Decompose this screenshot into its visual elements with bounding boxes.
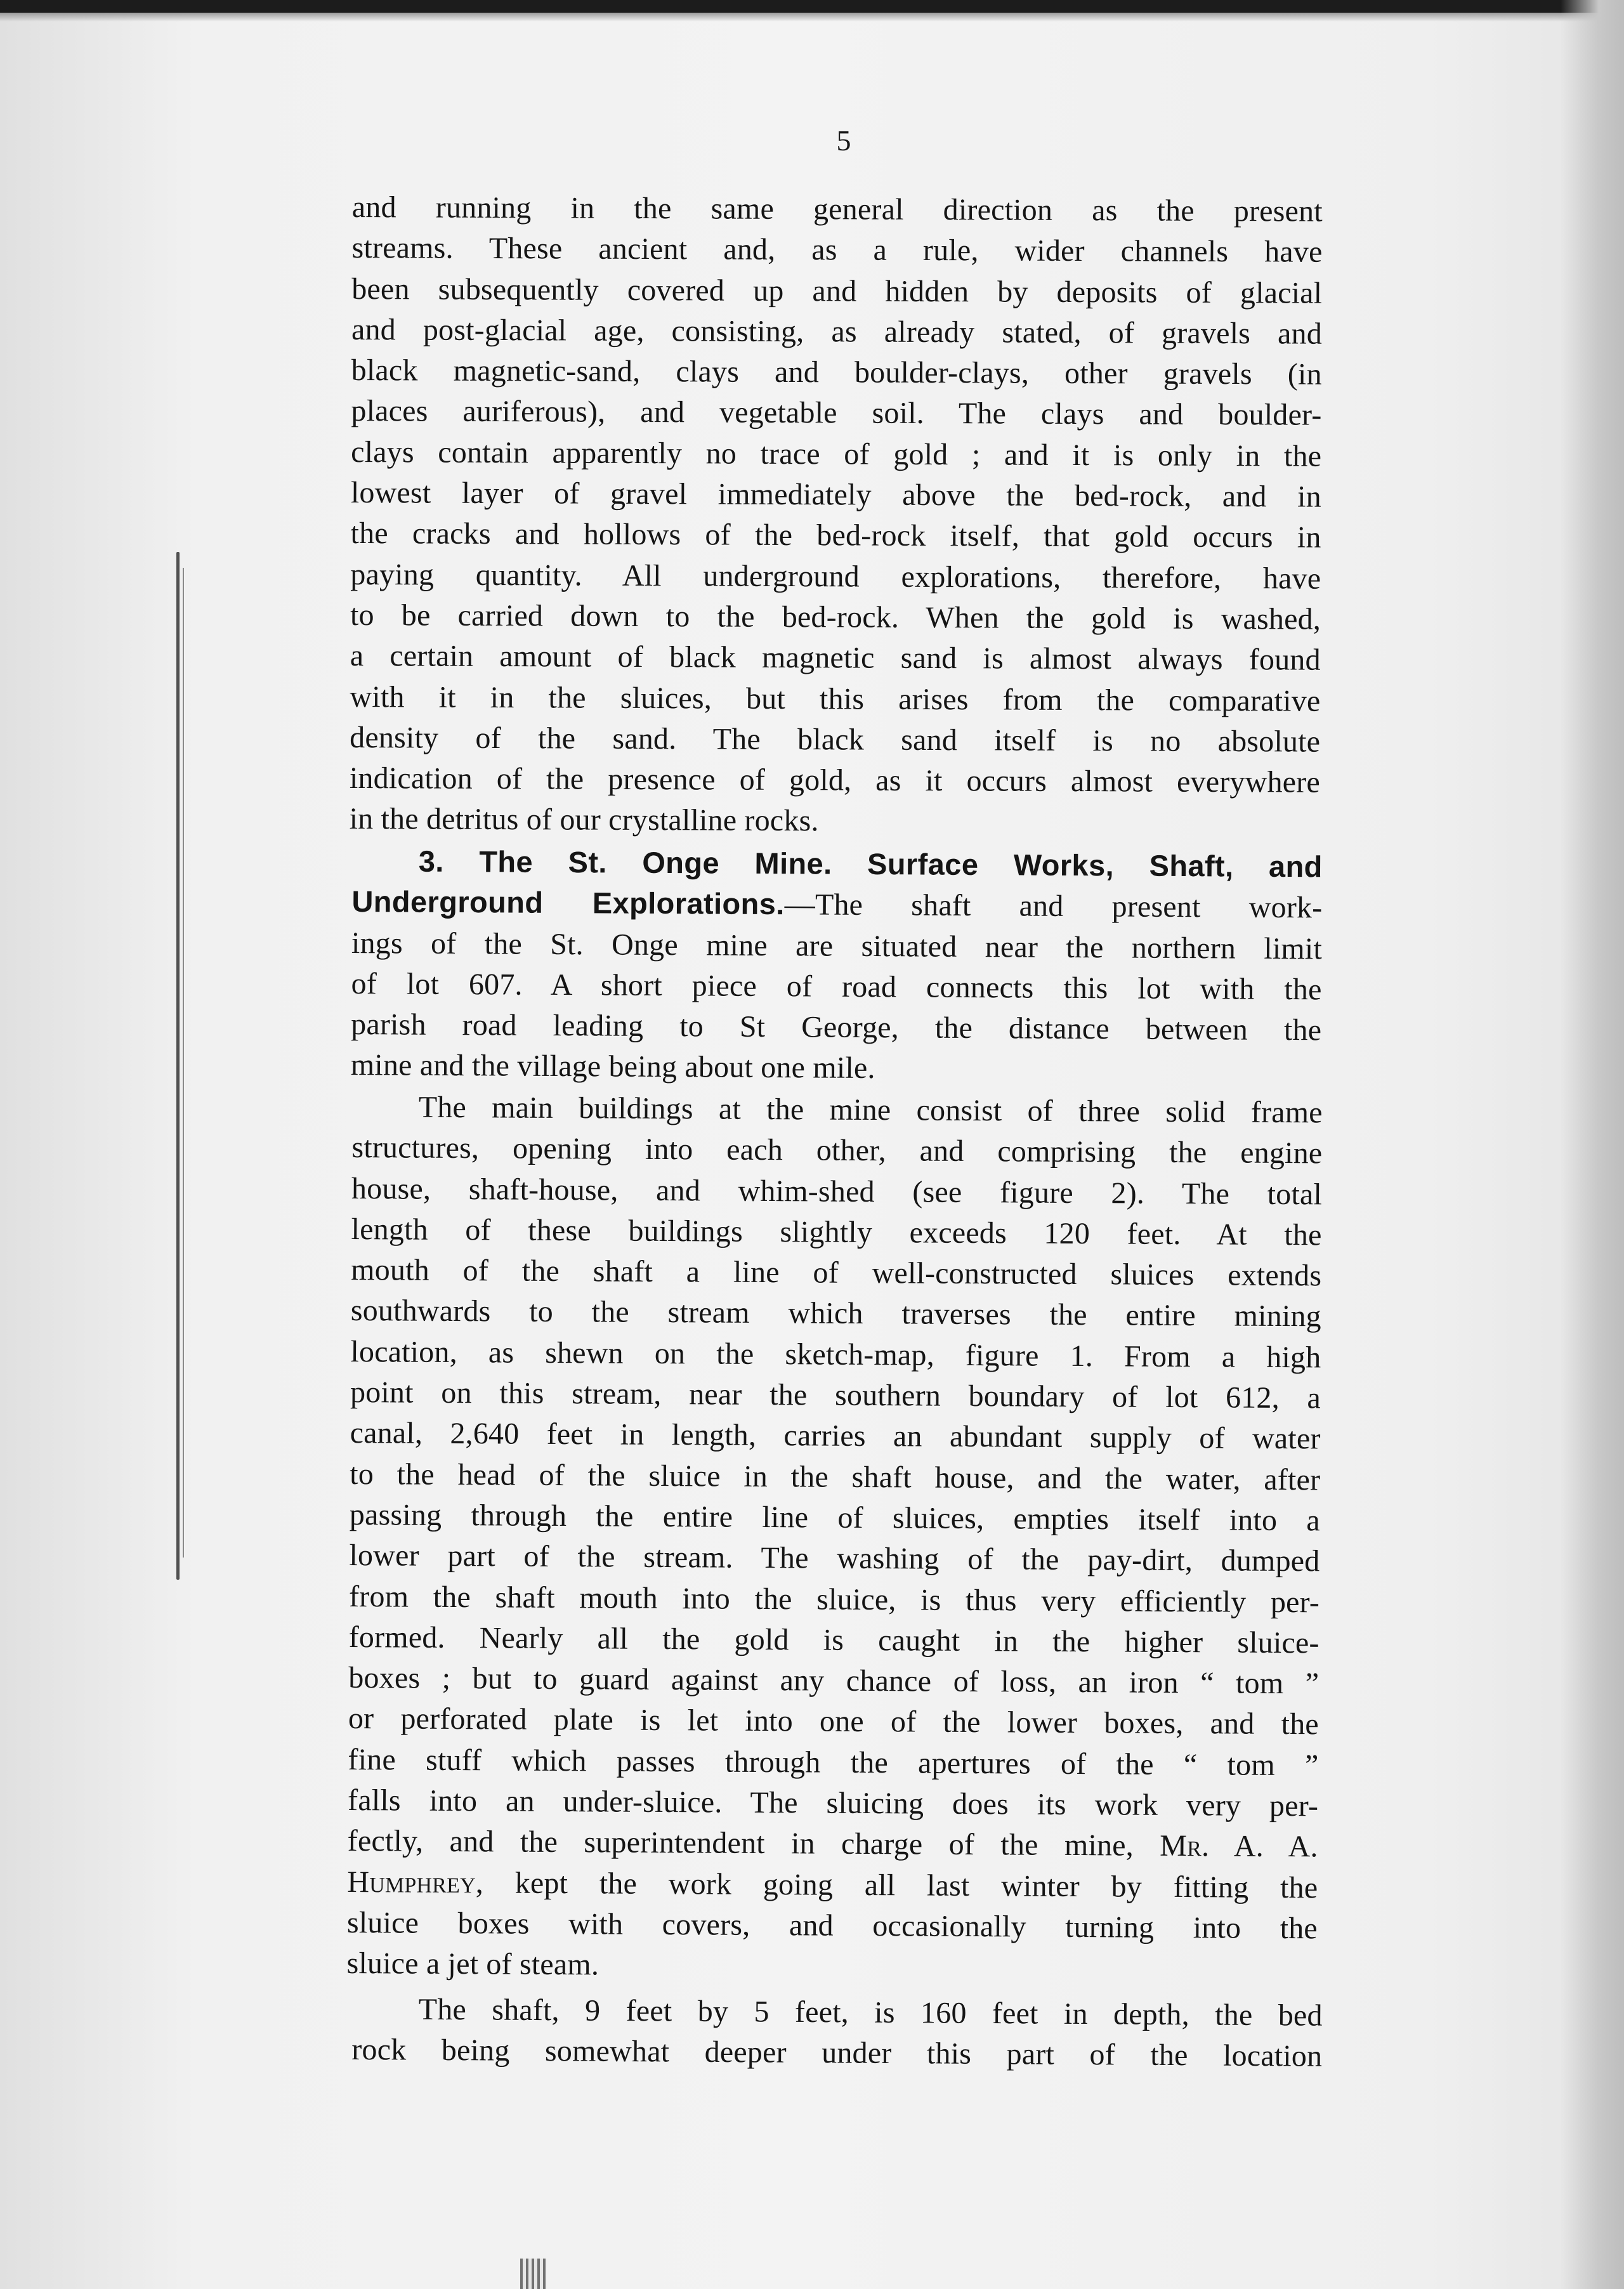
paragraph-shaft (351, 1989, 1323, 2077)
text-line: sluice a jet of steam. (346, 1946, 599, 1982)
text-line: from the shaft mouth into the sluice, is thus very efficiently per- (348, 1579, 1320, 1619)
text-line: places auriferous), and vegetable soil. The clays and boulder- (351, 394, 1322, 433)
text-line: fine stuff which passes through the apertures of the “ tom ” (348, 1742, 1319, 1783)
text-line: the cracks and hollows of the bed-rock itself, that gold occurs in (350, 516, 1321, 555)
text-line: of lot 607. A short piece of road connects this lot with the (351, 966, 1322, 1007)
text-line: length of these buildings slightly exceeds 120 feet. At the (351, 1212, 1322, 1252)
page-number: 5 (836, 124, 851, 157)
text-line: mouth of the shaft a line of well-constructed sluices extends (351, 1253, 1322, 1293)
text-line: with it in the sluices, but this arises from the comparative (350, 679, 1321, 718)
text-line: falls into an under-sluice. The sluicing does its work very per- (347, 1783, 1319, 1823)
text-line: The shaft, 9 feet by 5 feet, is 160 feet in depth, the bed (418, 1992, 1323, 2033)
text-span: , kept the work going all last winter by fitting the (475, 1865, 1318, 1905)
text-line: southwards to the stream which traverses the entire mining (350, 1294, 1321, 1334)
text-line: point on this stream, near the southern boundary of lot 612, a (350, 1375, 1321, 1415)
text-line: canal, 2,640 feet in length, carries an abundant supply of water (350, 1416, 1321, 1456)
text-line (351, 881, 1322, 929)
text-line: a certain amount of black magnetic sand is almost always found (350, 639, 1321, 677)
text-line (347, 1862, 1318, 1909)
text-line: parish road leading to St George, the distance between the (351, 1007, 1322, 1047)
text-line (348, 1821, 1318, 1868)
text-line: indication of the presence of gold, as it occurs almost everywhere (349, 761, 1321, 799)
text-line: to the head of the sluice in the shaft house, and the water, after (350, 1457, 1321, 1497)
person-name: Humphrey (347, 1865, 476, 1899)
text-line: The main buildings at the mine consist of three solid frame (418, 1090, 1323, 1130)
section-heading: 3. The St. Onge Mine. Surface Works, Shaft, and (418, 844, 1323, 884)
text-line: to be carried down to the bed-rock. When the gold is washed, (350, 598, 1321, 636)
text-span: fectly, and the superintendent in charge of the mine, (347, 1824, 1160, 1863)
text-line: structures, opening into each other, and comprising the engine (351, 1131, 1323, 1171)
text-line: and post-glacial age, consisting, as already stated, of gravels and (351, 312, 1323, 351)
text-line: passing through the entire line of sluices, empties itself into a (349, 1497, 1321, 1538)
text-line: lowest layer of gravel immediately above the bed-rock, and in (350, 476, 1321, 514)
text-line: house, shaft-house, and whim-shed (see figure 2). The total (351, 1171, 1323, 1211)
text-line: ings of the St. Onge mine are situated near the northern limit (351, 926, 1323, 966)
text-line: rock being somewhat deeper under this part of the location (351, 2033, 1323, 2073)
text-span: —The shaft and present work- (784, 888, 1323, 925)
text-line: sluice boxes with covers, and occasionally turning into the (346, 1905, 1318, 1946)
text-line: or perforated plate is let into one of the lower boxes, and the (348, 1702, 1320, 1741)
text-line: location, as shewn on the sketch-map, figure 1. From a high (350, 1334, 1321, 1375)
text-line: and running in the same general direction as the present (351, 190, 1323, 228)
text-line: in the detritus of our crystalline rocks. (349, 802, 819, 838)
text-line: mine and the village being about one mile. (350, 1048, 875, 1085)
scan-artifact (520, 2259, 546, 2289)
text-line: streams. These ancient and, as a rule, wider channels have (351, 231, 1323, 269)
paragraph-continued (350, 187, 1323, 844)
section-3-paragraph (351, 841, 1323, 1092)
text-line: lower part of the stream. The washing of the pay-dirt, dumped (349, 1538, 1320, 1578)
text-line: density of the sand. The black sand itself is no absolute (350, 720, 1321, 759)
text-line: paying quantity. All underground explorations, therefore, have (350, 557, 1321, 596)
text-line: formed. Nearly all the gold is caught in the higher sluice- (348, 1620, 1320, 1660)
person-name: Mr. A. A. (1160, 1829, 1318, 1864)
text-line: clays contain apparently no trace of gold ; and it is only in the (351, 435, 1322, 473)
text-line: boxes ; but to guard against any chance of loss, an iron “ tom ” (348, 1661, 1320, 1701)
text-line: black magnetic-sand, clays and boulder-clays, other gravels (in (351, 353, 1322, 391)
text-line: been subsequently covered up and hidden by deposits of glacial (351, 272, 1323, 310)
paragraph-main-buildings (346, 1087, 1323, 1990)
section-heading-continued: Underground Explorations. (351, 884, 785, 921)
